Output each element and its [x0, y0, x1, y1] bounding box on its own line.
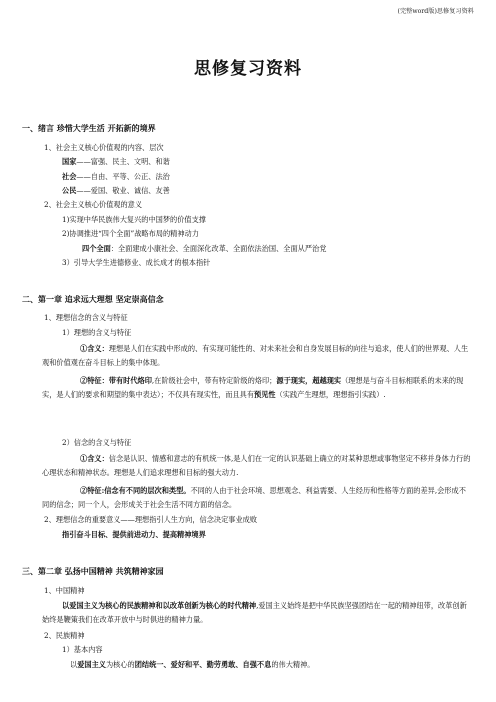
document-title: 思修复习资料	[194, 59, 302, 79]
s1-level-citizen: 公民——爱国、敬业、诚信、友善	[62, 186, 170, 195]
s1-item-2c: 3）引导大学生进德修业、成长成才的根本指针	[62, 258, 211, 267]
s2-item-1: 1、理想信念的含义与特征	[44, 313, 128, 322]
s1-item-2b: 2)协调推进“四个全面”战略布局的精神动力	[62, 229, 199, 238]
page-header: (完整word版)思修复习资料	[397, 8, 474, 15]
s2-significance: 指引奋斗目标、提供前进动力、提高精神境界	[62, 530, 206, 539]
s1-level-country: 国家——富强、民主、文明、和谐	[62, 157, 170, 166]
section-heading-1: 一、绪言 珍惜大学生活 开拓新的境界	[22, 124, 156, 133]
s2-ideal-definition: ①含义：理想是人们在实践中形成的、有实现可能性的、对未来社会和自身发展目标的向往与追求，使人们的世界观、人生观和价值观在奋斗目标上的集中体现。	[42, 344, 469, 367]
s2-belief-definition: ①含义：信念是认识、情感和意志的有机统一体,是人们在一定的认识基础上确立的对某种思想或事物坚定不移并身体力行的心理状态和精神状态。理想是人们追求理想和目标的强大动力.	[42, 454, 471, 477]
s3-national-spirit-content: 以爱国主义为核心的团结统一、爱好和平、勤劳勇敢、自强不息的伟大精神。	[70, 660, 315, 669]
s3-chinese-spirit: 以爱国主义为核心的民族精神和以改革创新为核心的时代精神,爱国主义始终是把中华民族坚强团结在一起的精神纽带，改革创新始终是鞭策我们在改革开放中与时俱进的精神力量。	[42, 601, 467, 624]
s2-item-2: 2、理想信念的重要意义——理想指引人生方向，信念决定事业成败	[44, 515, 258, 524]
s1-item-2a: 1)实现中华民族伟大复兴的中国梦的价值支撑	[62, 215, 206, 224]
s1-level-society: 社会——自由、平等、公正、法治	[62, 172, 170, 181]
s1-four-comprehensives: 四个全面：全面建成小康社会、全面深化改革、全面依法治国、全面从严治党	[82, 244, 327, 253]
section-heading-3: 三、第二章 弘扬中国精神 共筑精神家园	[22, 567, 164, 576]
s1-item-2: 2、社会主义核心价值观的意义	[44, 200, 143, 209]
s3-item-2: 2、民族精神	[44, 631, 85, 640]
s2-item-1b: 2）信念的含义与特征	[62, 438, 132, 447]
s3-item-1: 1、中国精神	[44, 586, 85, 595]
s2-item-1a: 1）理想的含义与特征	[62, 328, 132, 337]
s2-belief-features: ②特征:信念有不同的层次和类型。不同的人由于社会环境、思想观念、利益需要、人生经历和性格等方面的差异,会形成不同的信念；同一个人，会形成关于社会生活不同方面的信念。	[42, 486, 466, 509]
s1-item-1: 1、社会主义核心价值观的内容、层次	[44, 143, 164, 152]
s2-ideal-features: ②特征：带有时代烙印,在阶级社会中，带有特定阶级的烙印；源于现实，超越现实（理想是与奋斗目标相联系的未来的现实，是人们的要求和期望的集中表达）；不仅具有现实性，而且具有预见性（实践产生理想，理想指引实践）.	[42, 376, 464, 399]
section-heading-2: 二、第一章 追求远大理想 坚定崇高信念	[22, 295, 164, 304]
s3-item-2a: 1）基本内容	[62, 645, 103, 654]
